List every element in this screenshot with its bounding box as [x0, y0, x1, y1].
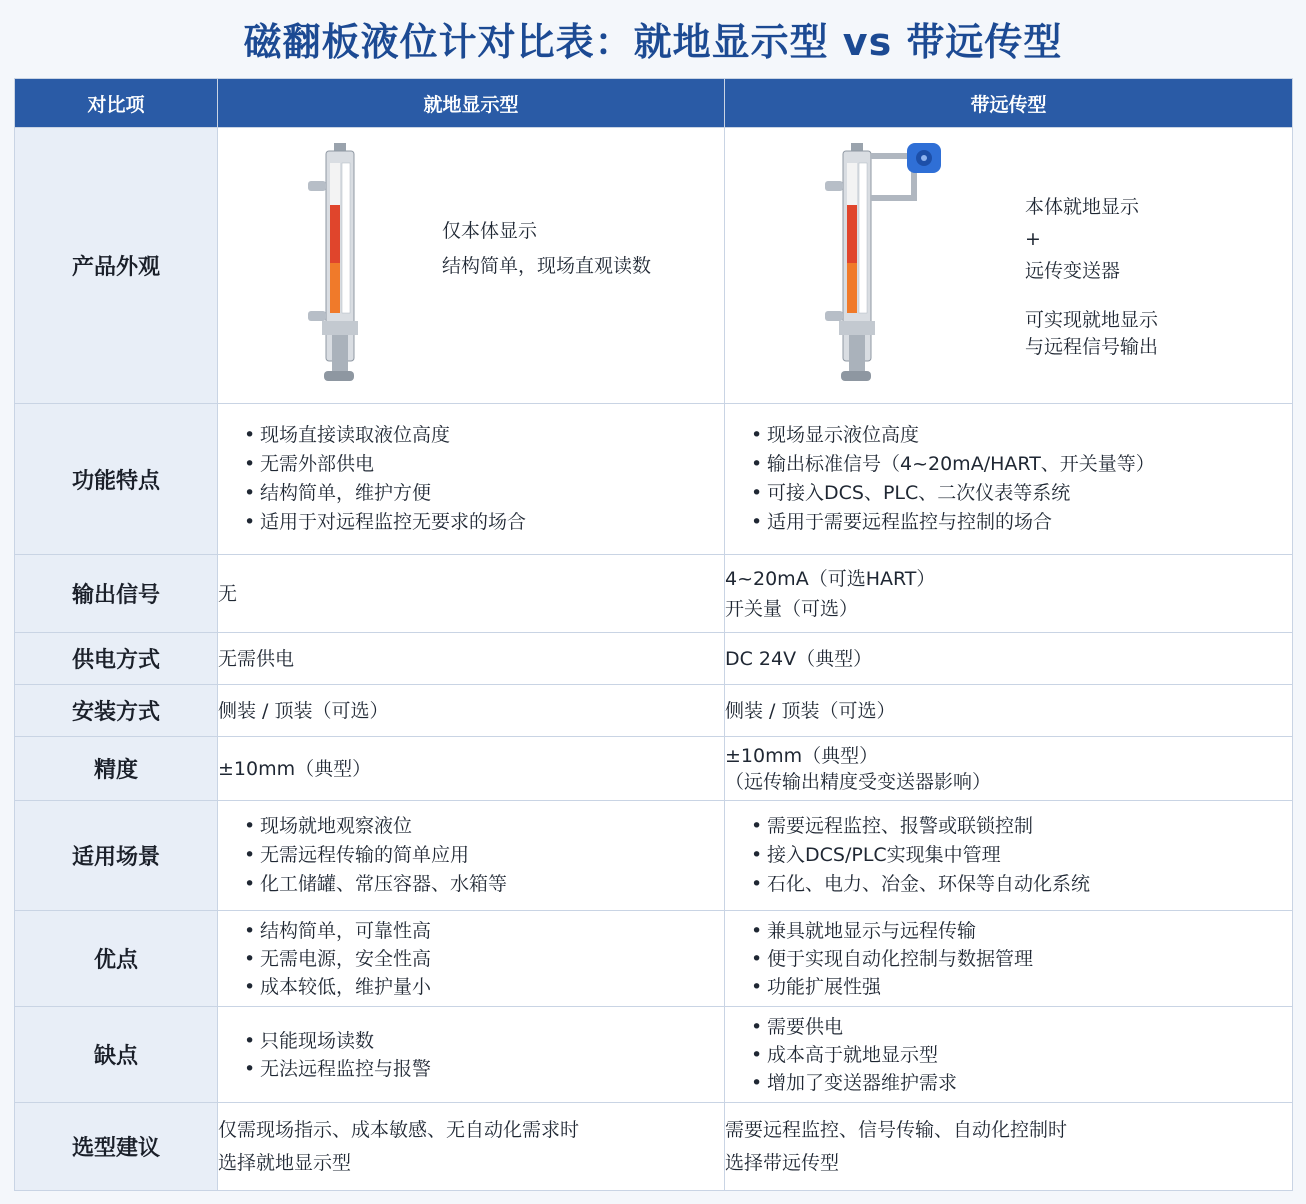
power-local-cell: 无需供电 — [218, 633, 725, 685]
accuracy-remote-cell — [725, 737, 1293, 801]
list-item: • 适用于对远程监控无要求的场合 — [244, 508, 724, 537]
appearance-remote-line: + — [1025, 227, 1041, 250]
table-row-scenes — [15, 801, 1293, 911]
advice-remote-line: 选择带远传型 — [725, 1151, 840, 1174]
list-item: • 石化、电力、冶金、环保等自动化系统 — [751, 870, 1292, 899]
list-item: • 成本较低，维护量小 — [244, 973, 724, 1001]
table-row-pros — [15, 911, 1293, 1007]
list-item: • 需要远程监控、报警或联锁控制 — [751, 812, 1292, 841]
list-item: • 增加了变送器维护需求 — [751, 1069, 1292, 1097]
list-item: • 结构简单，可靠性高 — [244, 917, 724, 945]
cons-local-cell — [218, 1007, 725, 1103]
accuracy-local-cell: ±10mm（典型） — [218, 737, 725, 801]
install-local-cell: 侧装 / 顶装（可选） — [218, 685, 725, 737]
list-item: • 输出标准信号（4~20mA/HART、开关量等） — [751, 450, 1292, 479]
row-label: 产品外观 — [15, 128, 218, 404]
list-item: • 适用于需要远程监控与控制的场合 — [751, 508, 1292, 537]
list-item: • 便于实现自动化控制与数据管理 — [751, 945, 1292, 973]
advice-remote-cell — [725, 1103, 1293, 1191]
output-remote-cell — [725, 555, 1293, 633]
advice-local-line: 选择就地显示型 — [218, 1151, 352, 1174]
output-remote-line: 4~20mA（可选HART） — [725, 567, 936, 590]
advice-remote-line: 需要远程监控、信号传输、自动化控制时 — [725, 1118, 1068, 1141]
row-label: 选型建议 — [15, 1103, 218, 1191]
list-item: • 结构简单，维护方便 — [244, 479, 724, 508]
comparison-table — [14, 78, 1293, 1191]
features-local-cell — [218, 404, 725, 555]
cons-remote-cell — [725, 1007, 1293, 1103]
list-item: • 成本高于就地显示型 — [751, 1041, 1292, 1069]
row-label: 适用场景 — [15, 801, 218, 911]
table-row-features — [15, 404, 1293, 555]
appearance-local-line: 仅本体显示 — [442, 219, 538, 242]
advice-local-line: 仅需现场指示、成本敏感、无自动化需求时 — [218, 1118, 580, 1141]
table-row-appearance — [15, 128, 1293, 404]
page-title: 磁翻板液位计对比表：就地显示型 vs 带远传型 — [243, 20, 1063, 64]
features-remote-cell — [725, 404, 1293, 555]
appearance-remote-cell — [725, 128, 1293, 404]
list-item: • 无需远程传输的简单应用 — [244, 841, 724, 870]
row-label: 功能特点 — [15, 404, 218, 555]
magnetic-level-gauge-icon — [304, 143, 374, 393]
output-remote-line: 开关量（可选） — [725, 597, 859, 620]
list-item: • 现场显示液位高度 — [751, 421, 1292, 450]
appearance-local-cell — [218, 128, 725, 404]
output-local-cell: 无 — [218, 555, 725, 633]
list-item: • 可接入DCS、PLC、二次仪表等系统 — [751, 479, 1292, 508]
list-item: • 化工储罐、常压容器、水箱等 — [244, 870, 724, 899]
row-label: 输出信号 — [15, 555, 218, 633]
appearance-remote-line: 本体就地显示 — [1025, 195, 1140, 218]
appearance-local-line: 结构简单，现场直观读数 — [442, 254, 652, 277]
header-remote: 带远传型 — [725, 79, 1293, 128]
scenes-local-cell — [218, 801, 725, 911]
accuracy-remote-line: （远传输出精度受变送器影响） — [725, 770, 992, 793]
table-row-accuracy — [15, 737, 1293, 801]
scenes-remote-cell — [725, 801, 1293, 911]
table-header-row — [15, 79, 1293, 128]
row-label: 精度 — [15, 737, 218, 801]
table-row-install — [15, 685, 1293, 737]
accuracy-remote-line: ±10mm（典型） — [725, 744, 879, 767]
header-item: 对比项 — [15, 79, 218, 128]
row-label: 供电方式 — [15, 633, 218, 685]
row-label: 优点 — [15, 911, 218, 1007]
appearance-remote-line: 远传变送器 — [1025, 259, 1121, 282]
list-item: • 只能现场读数 — [244, 1027, 724, 1055]
appearance-remote-line: 与远程信号输出 — [1025, 335, 1159, 358]
row-label: 安装方式 — [15, 685, 218, 737]
magnetic-level-gauge-with-transmitter-icon — [821, 143, 981, 393]
list-item: • 接入DCS/PLC实现集中管理 — [751, 841, 1292, 870]
row-label: 缺点 — [15, 1007, 218, 1103]
table-row-output — [15, 555, 1293, 633]
list-item: • 需要供电 — [751, 1013, 1292, 1041]
list-item: • 现场直接读取液位高度 — [244, 421, 724, 450]
list-item: • 无需外部供电 — [244, 450, 724, 479]
appearance-remote-line: 可实现就地显示 — [1025, 308, 1159, 331]
list-item: • 无需电源，安全性高 — [244, 945, 724, 973]
list-item: • 功能扩展性强 — [751, 973, 1292, 1001]
power-remote-cell: DC 24V（典型） — [725, 633, 1293, 685]
table-row-cons — [15, 1007, 1293, 1103]
header-local: 就地显示型 — [218, 79, 725, 128]
install-remote-cell: 侧装 / 顶装（可选） — [725, 685, 1293, 737]
table-row-power — [15, 633, 1293, 685]
pros-local-cell — [218, 911, 725, 1007]
table-row-advice — [15, 1103, 1293, 1191]
pros-remote-cell — [725, 911, 1293, 1007]
advice-local-cell — [218, 1103, 725, 1191]
list-item: • 现场就地观察液位 — [244, 812, 724, 841]
list-item: • 兼具就地显示与远程传输 — [751, 917, 1292, 945]
list-item: • 无法远程监控与报警 — [244, 1055, 724, 1083]
